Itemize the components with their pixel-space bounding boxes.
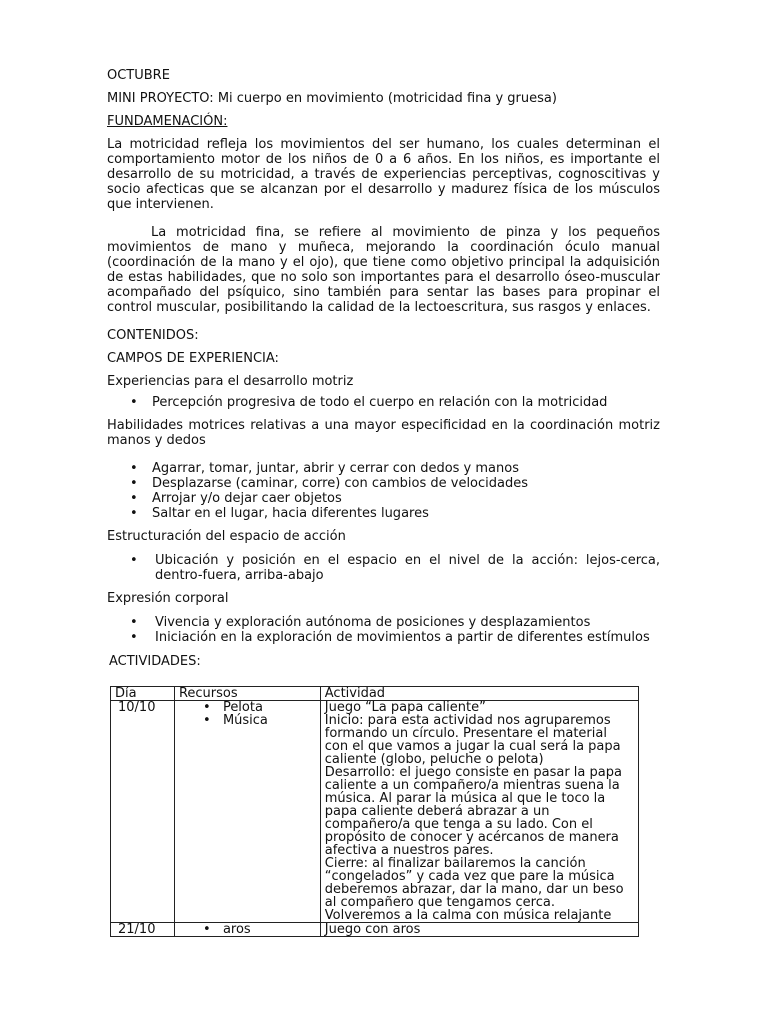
section-title: Estructuración del espacio de acción xyxy=(107,529,346,544)
list-item: • Ubicación y posición en el espacio en el nivel de la acción: lejos-cerca, dentro-fuera, arriba-abajo xyxy=(107,553,660,583)
project-title: MINI PROYECTO: Mi cuerpo en movimiento (motricidad fina y gruesa) xyxy=(107,91,557,106)
section-title: Expresión corporal xyxy=(107,591,229,606)
resource-item: • Pelota xyxy=(179,701,316,714)
section-title: Experiencias para el desarrollo motriz xyxy=(107,374,354,389)
list-item: • Saltar en el lugar, hacia diferentes lugares xyxy=(107,506,660,521)
actividades-heading: ACTIVIDADES: xyxy=(109,654,201,669)
table-row xyxy=(111,923,639,937)
month-heading: OCTUBRE xyxy=(107,68,170,83)
activity-cell xyxy=(320,923,638,937)
activity-cierre: Cierre: al finalizar bailaremos la canción “congelados” y cada vez que pare la música deberemos abrazar, dar la mano, dar un beso al compañero que tengamos cerca. Volveremos a la calma con música relajante xyxy=(324,856,624,923)
day-cell: 10/10 xyxy=(111,701,175,923)
column-header-day: Día xyxy=(111,687,175,701)
resource-item: • Música xyxy=(179,714,316,727)
campos-heading: CAMPOS DE EXPERIENCIA: xyxy=(107,351,279,366)
fundamentacion-paragraph-1: La motricidad refleja los movimientos del ser humano, los cuales determinan el comportamiento motor de los niños de 0 a 6 años. En los niños, es importante el desarrollo de su motricidad, a través de experiencias perceptivas, cognoscitivas y socio afecticas que se alcanzan por el desarrollo y madurez física de los músculos que intervienen. xyxy=(107,137,660,212)
activity-title: Juego “La papa caliente” xyxy=(324,700,486,715)
table-row xyxy=(111,701,639,923)
activity-cell xyxy=(320,701,638,923)
column-header-resources: Recursos xyxy=(174,687,320,701)
activity-title: Juego con aros xyxy=(324,922,421,937)
list-item: • Arrojar y/o dejar caer objetos xyxy=(107,491,660,506)
activity-inicio: Inicio: para esta actividad nos agruparemos formando un círculo. Presentare el material con el que vamos a jugar la cual será la papa caliente (globo, peluche o pelota) xyxy=(324,713,621,767)
bullet-list xyxy=(107,461,660,521)
bullet-list xyxy=(107,395,660,410)
bullet-list xyxy=(107,615,660,645)
list-item: • Percepción progresiva de todo el cuerpo en relación con la motricidad xyxy=(107,395,660,410)
section-title: Habilidades motrices relativas a una mayor especificidad en la coordinación motriz manos y dedos xyxy=(107,418,660,448)
list-item: • Desplazarse (caminar, corre) con cambios de velocidades xyxy=(107,476,660,491)
bullet-list xyxy=(107,553,660,583)
activity-desarrollo: Desarrollo: el juego consiste en pasar la papa caliente a un compañero/a mientras suena la música. Al parar la música al que le toco la papa caliente deberá abrazar a un compañero/a que tenga a su lado. Con el propósito de conocer y acércanos de manera afectiva a nuestros pares. xyxy=(324,765,622,858)
list-item: • Vivencia y exploración autónoma de posiciones y desplazamientos xyxy=(107,615,660,630)
activities-table xyxy=(110,686,639,937)
fundamentacion-paragraph-2: La motricidad fina, se refiere al movimiento de pinza y los pequeños movimientos de mano y muñeca, mejorando la coordinación óculo manual (coordinación de la mano y el ojo), que tiene como objetivo principal la adquisición de estas habilidades, que no solo son importantes para el desarrollo óseo-muscular acompañado del psíquico, sino también para sentar las bases para propinar el control muscular, posibilitando la calidad de la lectoescritura, sus rasgos y enlaces. xyxy=(107,225,660,315)
resources-cell xyxy=(174,923,320,937)
fundamentacion-heading: FUNDAMENACIÓN: xyxy=(107,114,228,129)
table-header-row xyxy=(111,687,639,701)
column-header-activity: Actividad xyxy=(320,687,638,701)
resource-item: • aros xyxy=(179,923,316,936)
day-cell: 21/10 xyxy=(111,923,175,937)
contenidos-heading: CONTENIDOS: xyxy=(107,328,199,343)
document-body xyxy=(107,68,660,669)
list-item: • Agarrar, tomar, juntar, abrir y cerrar con dedos y manos xyxy=(107,461,660,476)
resources-cell xyxy=(174,701,320,923)
list-item: • Iniciación en la exploración de movimientos a partir de diferentes estímulos xyxy=(107,630,660,645)
